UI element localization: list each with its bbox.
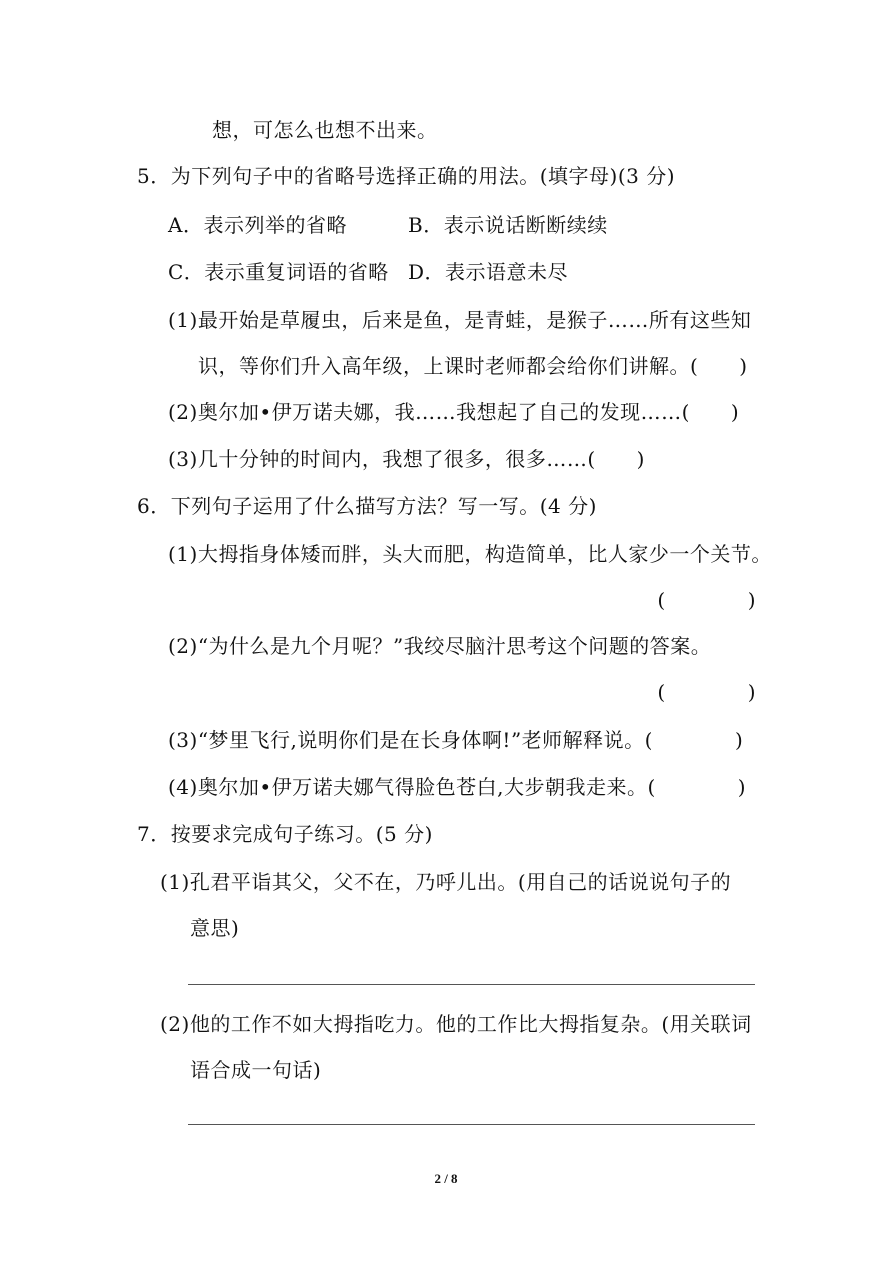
question-7-item-1-line-2: 意思) bbox=[190, 916, 240, 940]
question-5-item-1-line-2: 识，等你们升入高年级，上课时老师都会给你们讲解。( ) bbox=[198, 354, 748, 378]
question-6-item-2-answer[interactable]: ( ) bbox=[657, 680, 756, 704]
question-5-item-3: (3)几十分钟的时间内，我想了很多，很多……( ) bbox=[168, 447, 645, 471]
question-5-option-a: A．表示列举的省略 bbox=[168, 213, 347, 237]
question-5-option-b: B．表示说话断断续续 bbox=[408, 213, 608, 237]
question-7-item-2-line-1: (2)他的工作不如大拇指吃力。他的工作比大拇指复杂。(用关联词 bbox=[160, 1012, 752, 1036]
question-7-item-1-line-1: (1)孔君平诣其父，父不在，乃呼儿出。(用自己的话说说句子的 bbox=[160, 870, 732, 894]
text-line-continuation: 想，可怎么也想不出来。 bbox=[212, 118, 438, 142]
question-7-item-2-answer-line[interactable] bbox=[188, 1124, 755, 1125]
question-6-title: 6．下列句子运用了什么描写方法？写一写。(4 分) bbox=[137, 494, 597, 518]
question-5-title: 5．为下列句子中的省略号选择正确的用法。(填字母)(3 分) bbox=[137, 164, 676, 188]
question-5-item-2: (2)奥尔加•伊万诺夫娜，我……我想起了自己的发现……( ) bbox=[168, 400, 740, 424]
page-number: 2 / 8 bbox=[434, 1171, 458, 1186]
question-7-title: 7．按要求完成句子练习。(5 分) bbox=[137, 822, 433, 846]
question-6-item-1: (1)大拇指身体矮而胖，头大而肥，构造简单，比人家少一个关节。 bbox=[168, 542, 772, 566]
question-6-item-1-answer[interactable]: ( ) bbox=[657, 588, 756, 612]
question-7-item-1-answer-line[interactable] bbox=[188, 984, 755, 985]
question-5-item-1-line-1: (1)最开始是草履虫，后来是鱼，是青蛙，是猴子……所有这些知 bbox=[168, 308, 752, 332]
question-7-item-2-line-2: 语合成一句话) bbox=[190, 1058, 322, 1082]
question-6-item-2: (2)“为什么是九个月呢？”我绞尽脑汁思考这个问题的答案。 bbox=[168, 634, 712, 658]
question-5-option-d: D．表示语意未尽 bbox=[408, 260, 569, 284]
question-6-item-4: (4)奥尔加•伊万诺夫娜气得脸色苍白,大步朝我走来。( ) bbox=[168, 775, 747, 799]
question-5-option-c: C．表示重复词语的省略 bbox=[168, 260, 389, 284]
question-6-item-3: (3)“梦里飞行,说明你们是在长身体啊!”老师解释说。( ) bbox=[168, 728, 744, 752]
